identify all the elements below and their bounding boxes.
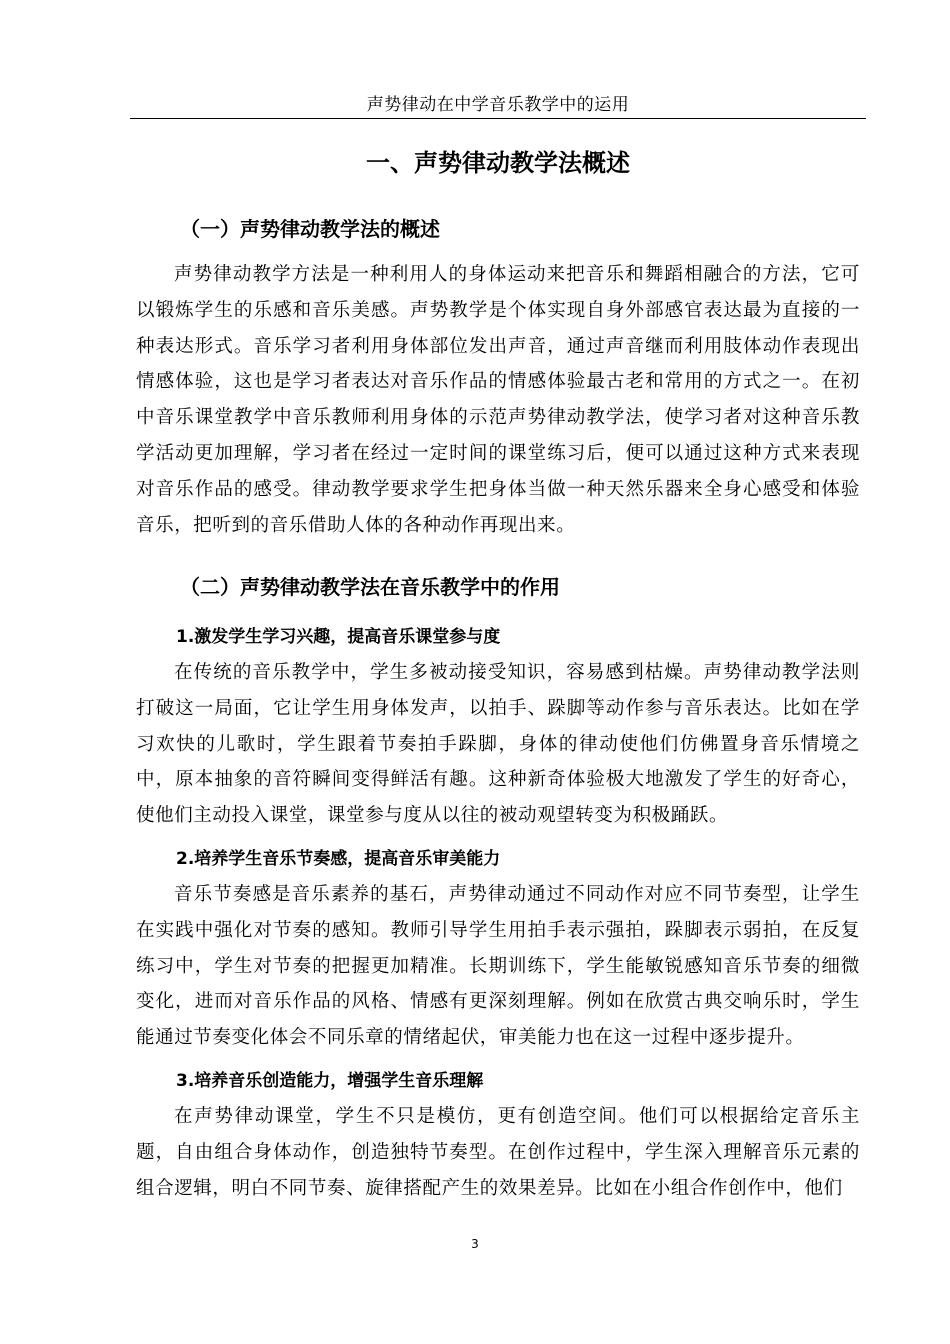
- subheading-creativity: 3.培养音乐创造能力，增强学生音乐理解: [176, 1071, 484, 1091]
- subheading-rhythm: 2.培养学生音乐节奏感，提高音乐审美能力: [176, 849, 501, 869]
- section-heading-role: （二）声势律动教学法在音乐教学中的作用: [180, 575, 560, 599]
- paragraph-rhythm: 音乐节奏感是音乐素养的基石，声势律动通过不同动作对应不同节奏型，让学生在实践中强化对节奏的感知。教师引导学生用拍手表示强拍，跺脚表示弱拍，在反复练习中，学生对节奏的把握更加精准。长期训练下，学生能敏锐感知音乐节奏的细微变化，进而对音乐作品的风格、情感有更深刻理解。例如在欣赏古典交响乐时，学生能通过节奏变化体会不同乐章的情绪起伏，审美能力也在这一过程中逐步提升。: [136, 884, 860, 1049]
- paragraph-creativity: 在声势律动课堂，学生不只是模仿，更有创造空间。他们可以根据给定音乐主题，自由组合身体动作，创造独特节奏型。在创作过程中，学生深入理解音乐元素的组合逻辑，明白不同节奏、旋律搭配产生的效果差异。比如在小组合作创作中，他们: [136, 1106, 860, 1199]
- running-header: 声势律动在中学音乐教学中的运用: [366, 95, 630, 115]
- header-rule: [130, 118, 866, 119]
- page-number: 3: [471, 1237, 479, 1251]
- section-heading-overview: （一）声势律动教学法的概述: [180, 217, 440, 241]
- paragraph-overview: 声势律动教学方法是一种利用人的身体运动来把音乐和舞蹈相融合的方法，它可以锻炼学生的乐感和音乐美感。声势教学是个体实现自身外部感官表达最为直接的一种表达形式。音乐学习者利用身体部位发出声音，通过声音继而利用肢体动作表现出情感体验，这也是学习者表达对音乐作品的情感体验最古老和常用的方式之一。在初中音乐课堂教学中音乐教师利用身体的示范声势律动教学法，使学习者对这种音乐教学活动更加理解，学习者在经过一定时间的课堂练习后，便可以通过这种方式来表现对音乐作品的感受。律动教学要求学生把身体当做一种天然乐器来全身心感受和体验音乐，把听到的音乐借助人体的各种动作再现出来。: [136, 264, 860, 536]
- subheading-interest: 1.激发学生学习兴趣，提高音乐课堂参与度: [176, 627, 501, 647]
- paragraph-interest: 在传统的音乐教学中，学生多被动接受知识，容易感到枯燥。声势律动教学法则打破这一局面，它让学生用身体发声，以拍手、跺脚等动作参与音乐表达。比如在学习欢快的儿歌时，学生跟着节奏拍手跺脚，身体的律动使他们仿佛置身音乐情境之中，原本抽象的音符瞬间变得鲜活有趣。这种新奇体验极大地激发了学生的好奇心，使他们主动投入课堂，课堂参与度从以往的被动观望转变为积极踊跃。: [136, 662, 860, 827]
- chapter-title: 一、声势律动教学法概述: [366, 149, 630, 177]
